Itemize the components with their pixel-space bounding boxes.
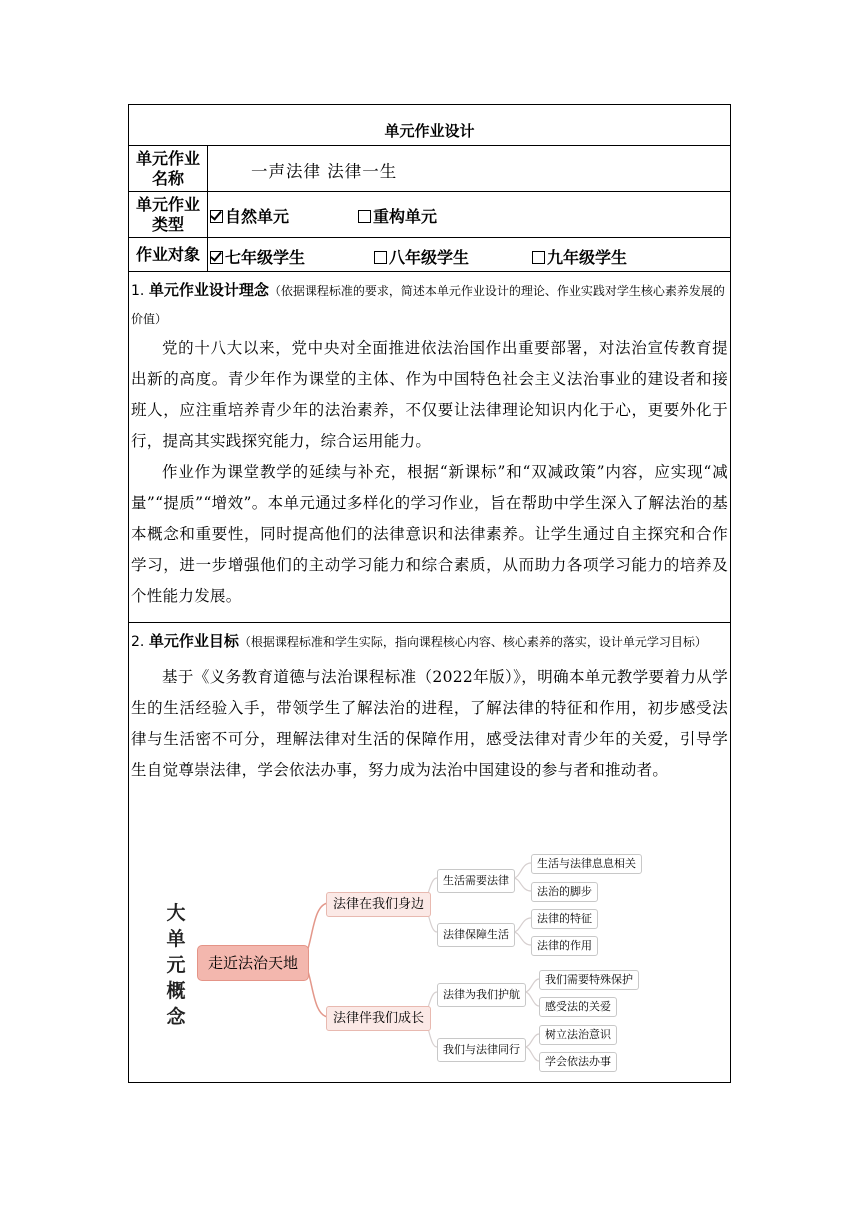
mindmap-leaf-node[interactable]: 我们需要特殊保护 [539,970,639,990]
mindmap-leaf-node[interactable]: 树立法治意识 [539,1025,617,1045]
mindmap-topic-node[interactable]: 生活需要法律 [437,869,515,893]
checked-checkbox-icon[interactable] [210,210,223,223]
unit-design-table [128,104,731,1083]
mindmap-topic-node[interactable]: 法律保障生活 [437,923,515,947]
target-option-grade7[interactable]: 七年级学生 [210,245,305,268]
target-label: 作业对象 [129,238,208,271]
unit-type-option-natural[interactable]: 自然单元 [210,204,289,227]
mindmap-leaf-node[interactable]: 生活与法律息息相关 [531,854,642,874]
mindmap-root-node[interactable]: 走近法治天地 [197,945,309,981]
checkbox-icon[interactable] [532,251,545,264]
unit-name-value: 一声法律 法律一生 [251,162,398,181]
target-option-grade8[interactable]: 八年级学生 [374,245,469,268]
paragraph: 党的十八大以来，党中央对全面推进依法治国作出重要部署，对法治宣传教育提出新的高度。青少年作为课堂的主体、作为中国特色社会主义法治事业的建设者和接班人，应注重培养青少年的法治素养，不仅要让法律理论知识内化于心，更要外化于行，提高其实践探究能力，综合运用能力。 [131,339,728,450]
mindmap-leaf-node[interactable]: 法律的特征 [531,909,598,929]
unit-type-row [129,192,730,238]
mindmap-leaf-node[interactable]: 法律的作用 [531,936,598,956]
checked-checkbox-icon[interactable] [210,251,223,264]
mindmap-branch-node[interactable]: 法律在我们身边 [326,892,431,917]
mindmap-leaf-node[interactable]: 法治的脚步 [531,882,598,902]
section-design-concept [129,272,730,623]
mindmap-topic-node[interactable]: 法律为我们护航 [437,983,526,1007]
mindmap-topic-node[interactable]: 我们与法律同行 [437,1038,526,1062]
mindmap-leaf-node[interactable]: 学会依法办事 [539,1052,617,1072]
mindmap-side-label: 大 单 元 概 念 [166,902,186,1028]
checkbox-icon[interactable] [358,210,371,223]
unit-name-row [129,146,730,192]
unit-type-option-restructured[interactable]: 重构单元 [358,204,437,227]
mindmap-leaf-node[interactable]: 感受法的关爱 [539,997,617,1017]
section-heading: 2. 单元作业目标（根据课程标准和学生实际，指向课程核心内容、核心素养的落实，设计单元学习目标） [131,632,707,650]
unit-name-label: 单元作业名称 [129,146,208,191]
section-heading: 1. 单元作业设计理念（依据课程标准的要求，简述本单元作业设计的理论、作业实践对学生核心素养发展的价值） [131,281,725,326]
unit-type-label: 单元作业类型 [129,192,208,237]
target-option-grade9[interactable]: 九年级学生 [532,245,627,268]
paragraph: 作业作为课堂教学的延续与补充，根据“新课标”和“双减政策”内容，应实现“减量”“提质”“增效”。本单元通过多样化的学习作业，旨在帮助中学生深入了解法治的基本概念和重要性，同时提高他们的法律意识和法律素养。让学生通过自主探究和合作学习，进一步增强他们的主动学习能力和综合素质，从而助力各项学习能力的培养及个性能力发展。 [131,463,728,605]
checkbox-icon[interactable] [374,251,387,264]
target-row [129,238,730,272]
mindmap-branch-node[interactable]: 法律伴我们成长 [326,1006,431,1031]
page-title: 单元作业设计 [129,105,730,146]
paragraph: 基于《义务教育道德与法治课程标准（2022年版）》，明确本单元教学要着力从学生的生活经验入手，带领学生了解法治的进程，了解法律的特征和作用，初步感受法律与生活密不可分，理解法律对生活的保障作用，感受法律对青少年的关爱，引导学生自觉尊崇法律，学会依法办事，努力成为法治中国建设的参与者和推动者。 [131,668,728,779]
